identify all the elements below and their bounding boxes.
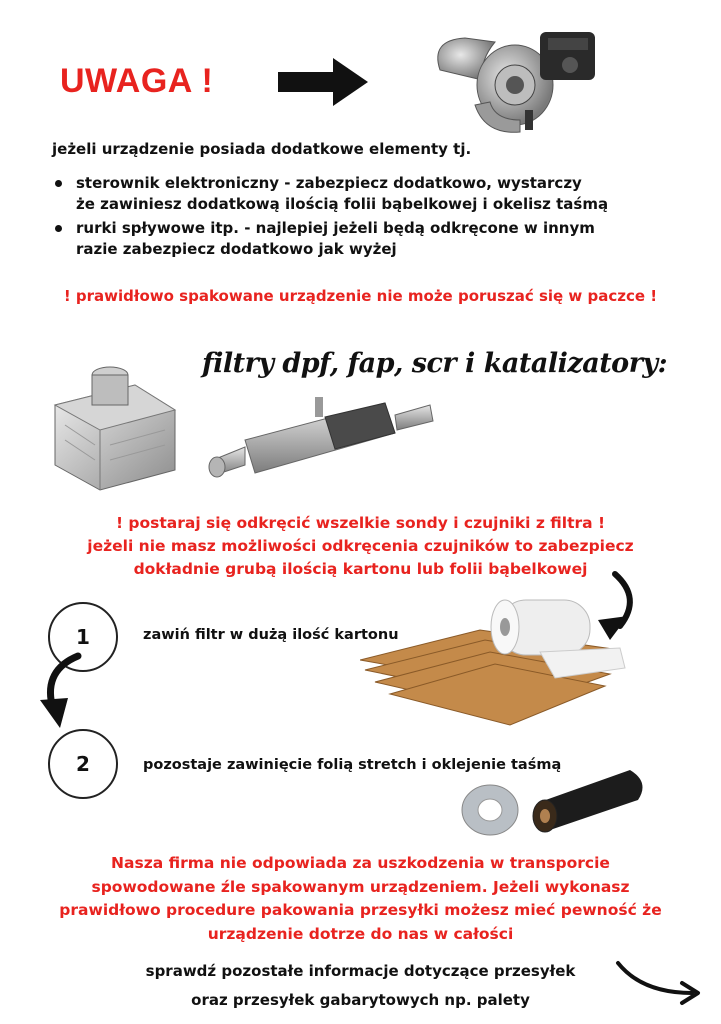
turbocharger-image [420, 20, 610, 140]
filters-title: filtry dpf, fap, scr i katalizatory: [202, 348, 668, 379]
bullet-list [52, 173, 652, 263]
step-2-text: pozostaje zawinięcie folią stretch i oklejenie taśmą [143, 757, 562, 773]
catalyst-image [205, 395, 440, 480]
arrow-right-icon [278, 58, 368, 106]
footer-line-1: sprawdź pozostałe informacje dotyczące przesyłek [145, 962, 576, 980]
warning-heading: UWAGA ! [60, 62, 214, 100]
curved-arrow-right-icon [38, 650, 98, 735]
disclaimer-text: Nasza firma nie odpowiada za uszkodzenia w transporcie spowodowane źle spakowanym urządzeniem. Jeżeli wykonasz prawidłowo procedure pakowania przesyłki możesz mieć pewność że urządzenie dotrze do nas w całości [59, 854, 662, 943]
curved-arrow-right-icon [612, 955, 707, 1010]
tape-stretch-image [455, 762, 655, 842]
packing-warning: ! prawidłowo spakowane urządzenie nie może poruszać się w paczce ! [63, 287, 658, 305]
step-1-circle: 1 [48, 602, 118, 672]
dpf-filter-image [40, 350, 190, 500]
step-2-circle: 2 [48, 729, 118, 799]
footer-line-2: oraz przesyłek gabarytowych np. palety [191, 991, 530, 1009]
sensors-warning: ! postaraj się odkręcić wszelkie sondy i czujniki z filtra ! jeżeli nie masz możliwości odkręcenia czujników to zabezpiecz dokładnie grubą ilością kartonu lub folii bąbelkowej [87, 514, 634, 578]
intro-text: jeżeli urządzenie posiada dodatkowe elementy tj. [52, 140, 472, 158]
cardboard-image [360, 590, 630, 730]
list-item: rurki spływowe itp. - najlepiej jeżeli będą odkręcone w innym razie zabezpiecz dodatkowo jak wyżej [52, 218, 652, 260]
step-1-text: zawiń filtr w dużą ilość kartonu [143, 627, 399, 643]
list-item: sterownik elektroniczny - zabezpiecz dodatkowo, wystarczy że zawiniesz dodatkową ilością folii bąbelkowej i okelisz taśmą [52, 173, 652, 215]
